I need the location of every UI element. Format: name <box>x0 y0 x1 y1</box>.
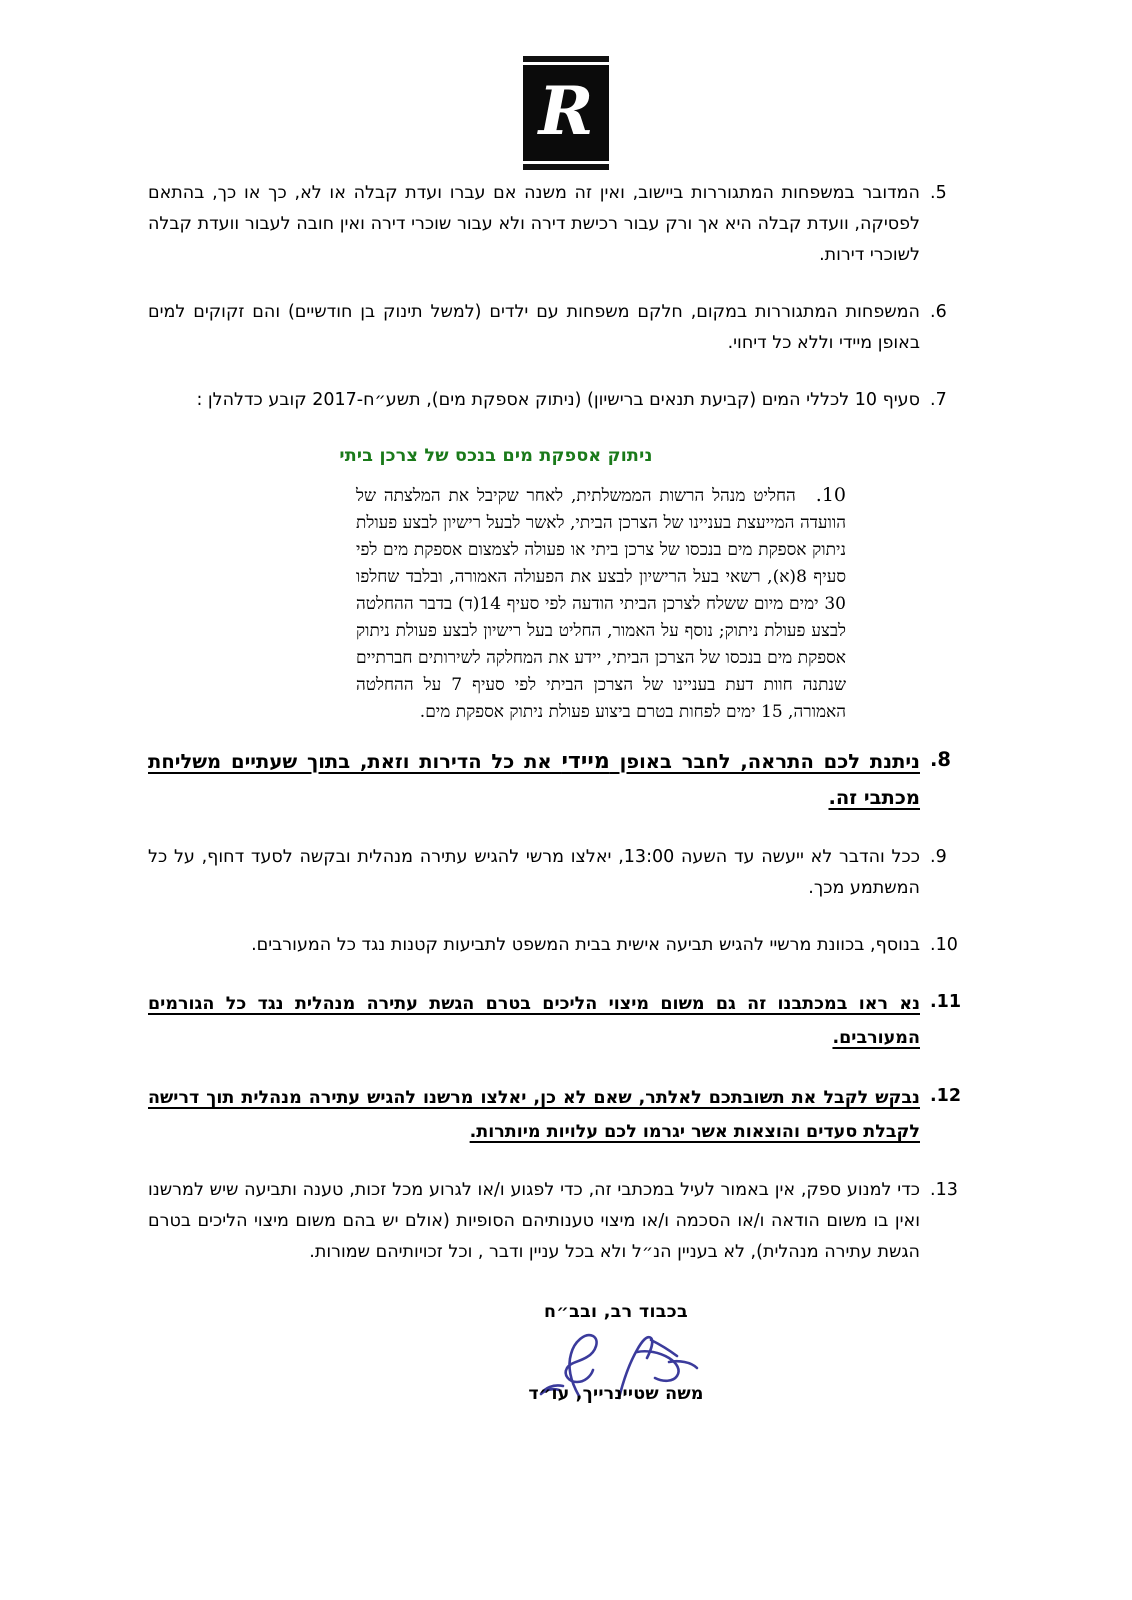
statute-quote-text: החליט מנהל הרשות הממשלתית, לאחר שקיבל את המלצתה של הוועדה המייעצת בעניינו של הצרכן הביתי, לאשר לבעל רישיון לבצע פעולת ניתוק אספקת מים בנכסו של צרכן ביתי או פעולה לצמצום אספקת מים לפי סעיף 8(א), רשאי בעל הרישיון לבצע את הפעולה האמורה, ובלבד שחלפו 30 ימים מיום ששלח לצרכן הביתי הודעה לפי סעיף 14(ד) בדבר ההחלטה לבצע פעולת ניתוק; נוסף על האמור, החליט בעל רישיון לבצע פעולת ניתוק אספקת מים בנכסו של הצרכן הביתי, יידע את המחלקה לשירותים חברתיים שנתנה חוות דעת בעניינו של הצרכן הביתי לפי סעיף 7 על ההחלטה האמורה, 15 ימים לפחות בטרם ביצוע פעולת ניתוק אספקת מים. <box>356 486 847 722</box>
clause-13-number: .13 <box>930 1180 958 1200</box>
clause-9 <box>148 842 964 904</box>
clause-8-part-2: את כל הדירות וזאת, בתוך שעתיים משליחת מכתבי זה. <box>148 750 920 809</box>
clause-12-text: נבקש לקבל את תשובתכם לאלתר, שאם לא כן, יאלצו מרשנו להגיש עתירה מנהלית תוך דרישה לקבלת סעדים והוצאות אשר יגרמו לכם עלויות מיותרות. <box>148 1088 920 1142</box>
clause-8-emphasis: מיידי <box>561 749 610 774</box>
clause-6-number: .6 <box>930 302 947 322</box>
clause-12 <box>148 1081 964 1149</box>
clause-5-number: .5 <box>930 183 947 203</box>
clause-7-text: סעיף 10 לכללי המים (קביעת תנאים ברישיון) (ניתוק אספקת מים), תשע״ח-2017 קובע כדלהלן : <box>196 390 920 410</box>
logo-letter-r: R <box>538 72 594 150</box>
signature-name: משה שטיינרייך, עו״ד <box>528 1384 704 1404</box>
clause-5 <box>148 178 964 271</box>
clause-11-number: .11 <box>930 992 962 1012</box>
statute-section-number: .10 <box>815 484 846 506</box>
statute-quote-block <box>356 482 846 726</box>
clause-8 <box>148 744 964 816</box>
clause-12-number: .12 <box>930 1086 962 1106</box>
law-firm-logo <box>523 62 609 164</box>
letter-body <box>0 178 1132 1404</box>
clause-8-text <box>148 744 920 816</box>
clause-8-part-1: ניתנת לכם התראה, לחבר באופן <box>609 750 920 773</box>
clause-10-text: בנוסף, בכוונת מרשיי להגיש תביעה אישית בבית המשפט לתביעות קטנות נגד כל המעורבים. <box>251 935 920 955</box>
signature-block <box>386 1302 846 1404</box>
letterhead <box>0 0 1132 178</box>
clause-7 <box>148 385 964 416</box>
clause-6-text: המשפחות המתגוררות במקום, חלקם משפחות עם ילדים (למשל תינוק בן חודשיים) והם זקוקים למים באופן מיידי וללא כל דיחוי. <box>148 302 920 353</box>
clause-8-number: .8 <box>930 748 951 771</box>
clause-5-text: המדובר במשפחות המתגוררות ביישוב, ואין זה משנה אם עברו ועדת קבלה או לא, כך או כך, בהתאם לפסיקה, וועדת קבלה היא אך ורק עבור רכישת דירה ולא עבור שוכרי דירה ואין חובה לעבור וועדת קבלה לשוכרי דירות. <box>148 183 920 265</box>
signature-salutation: בכבוד רב, ובב״ח <box>544 1302 688 1322</box>
statute-heading: ניתוק אספקת מים בנכס של צרכן ביתי <box>339 446 653 466</box>
clause-7-number: .7 <box>930 390 947 410</box>
clause-11-text: נא ראו במכתבנו זה גם משום מיצוי הליכים בטרם הגשת עתירה מנהלית נגד כל הגורמים המעורבים. <box>148 994 920 1048</box>
clause-13 <box>148 1175 964 1268</box>
clause-13-text: כדי למנוע ספק, אין באמור לעיל במכתבי זה, כדי לפגוע ו/או לגרוע מכל זכות, טענה ותביעה שיש למרשנו ואין בו משום הודאה ו/או הסכמה ו/או מיצוי טענותיהם הסופיות (אולם יש בהם משום מיצוי הליכים בטרם הגשת עתירה מנהלית), לא בעניין הנ״ל ולא בכל עניין ודבר , וכל זכויותיהם שמורות. <box>148 1180 920 1262</box>
clause-9-number: .9 <box>930 847 947 867</box>
clause-9-text: ככל והדבר לא ייעשה עד השעה 13:00, יאלצו מרשי להגיש עתירה מנהלית ובקשה לסעד דחוף, על כל המשתמע מכך. <box>148 847 920 898</box>
clause-6 <box>148 297 964 359</box>
clause-11 <box>148 987 964 1055</box>
clause-10-number: .10 <box>930 935 958 955</box>
clause-10 <box>148 930 964 961</box>
